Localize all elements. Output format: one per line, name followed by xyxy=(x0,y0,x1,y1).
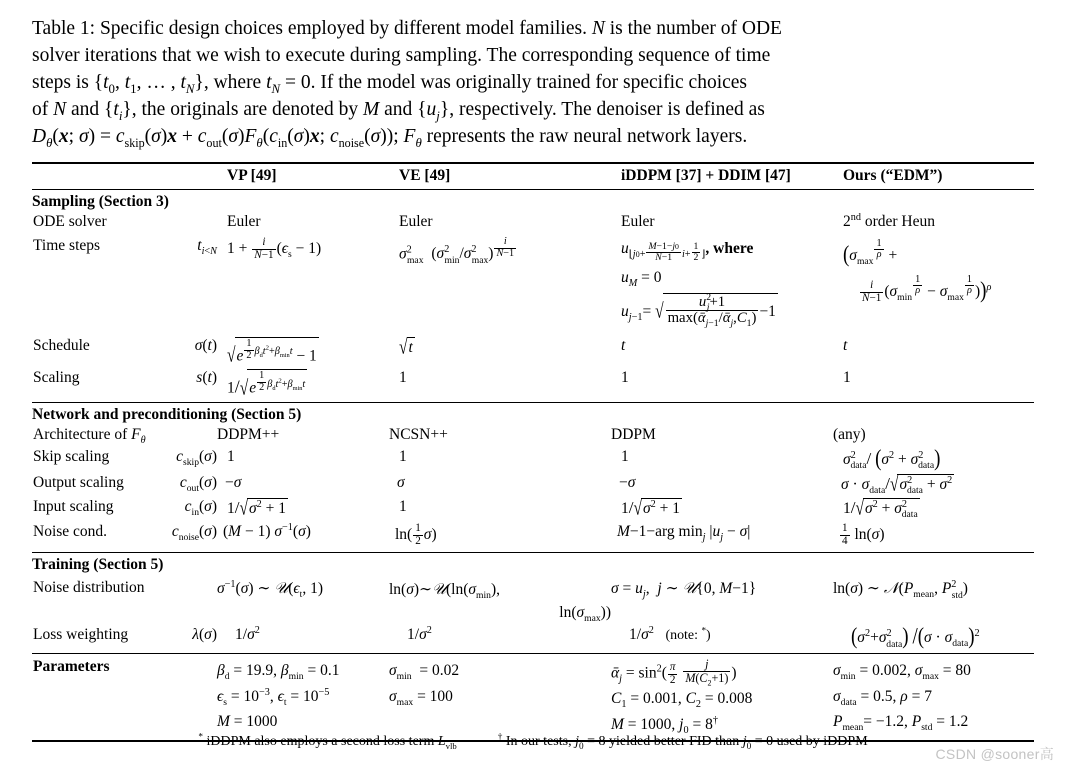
table-row-scaling xyxy=(32,366,1034,401)
row-label: Noise cond. xyxy=(33,522,108,540)
edm-timesteps-line1: ($\sigma_{max}$ $^{\frac{1}{\rho}}$ + xyxy=(843,237,898,268)
row-label: Loss weighting xyxy=(33,626,129,644)
table-footnotes xyxy=(32,731,1034,751)
cell-edm: $\sigma \cdot \sigma_{data}/√\sigma^2_{data} + \sigma^2$ xyxy=(841,472,953,496)
column-header-edm: Ours (“EDM”) xyxy=(843,167,943,184)
vp-param-3: M = 1000 xyxy=(217,712,278,730)
cell-edm: 1 xyxy=(843,369,851,387)
cell-edm: $\frac{1}{4}$ ln(σ) xyxy=(842,521,885,547)
cell-vp: √e $^{\frac{1}{2} \beta_dt^2+\beta_{min}t}$ − 1 xyxy=(227,338,317,368)
edm-param-2: $\sigma_{data} = 0.5$, ρ = 7 xyxy=(833,687,932,708)
cell-ve: √t xyxy=(399,335,413,359)
cell-edm: ln(σ) ∼ $𝒩(P_{mean}$, $P^2_{std}$) xyxy=(833,579,968,601)
cell-ve xyxy=(389,579,611,624)
footnote-star: * iDDPM also employs a second loss term $L_{vlb}$ xyxy=(198,731,457,751)
cell-ve: 1 xyxy=(399,369,407,387)
cell-iddpm xyxy=(621,237,843,330)
table-row-noise-cond xyxy=(32,519,1034,553)
ve-noise-dist-line2: $\ln(\sigma_{max})$) xyxy=(559,603,611,625)
section-title-network xyxy=(32,403,1034,425)
cell-vp: 1 + $\frac{i}{N-1}$ $(\epsilon_s - 1)$ xyxy=(227,236,322,261)
iddpm-param-1: ᾱ$_j$ = $\sin^2$( $\frac{\pi}{2}$ $\frac{j}{M(C_2+1)}$ ) xyxy=(611,657,737,688)
vp-param-1: $\beta_d = 19.9$, $\beta_{min} = 0.1$ xyxy=(217,662,340,683)
row-symbol: $c_{in}(\sigma)$ xyxy=(184,497,217,518)
edm-timesteps-line2: $\frac{i}{N-1}$ ($\sigma_{min}$ $^{\frac{1}{\rho}}$ − $\sigma_{max}$ $^{\frac{1}{\rho}}$ ))$^\rho$ xyxy=(862,273,992,304)
cell-ve: σ xyxy=(397,473,405,491)
cell-vp: Euler xyxy=(227,213,261,230)
row-symbol: $c_{skip}(\sigma)$ xyxy=(176,447,217,468)
table-row-time-steps xyxy=(32,232,1034,333)
table-row-architecture xyxy=(32,425,1034,445)
column-header-vp: VP [49] xyxy=(227,167,277,184)
cell-iddpm: M−1−arg $\min_j |u_j - \sigma|$ xyxy=(617,522,751,543)
cell-vp: $1/√\sigma^2 + 1$ xyxy=(227,496,287,520)
cell-iddpm: t xyxy=(621,337,626,354)
cell-iddpm: −σ xyxy=(619,473,636,491)
row-symbol: $t_{i<N}$ xyxy=(197,237,217,258)
section-title-sampling xyxy=(32,190,1034,212)
cell-ve: ln( $\frac{1}{2}$ σ) xyxy=(395,521,437,547)
cell-ve: $1/\sigma^2$ xyxy=(407,625,432,644)
cell-edm: $1/√\sigma^2 + \sigma^2_{data}$ xyxy=(843,496,918,520)
cell-vp: −σ xyxy=(225,473,242,491)
iddpm-timesteps-recurrence: $u_{j-1}=$ √ $\frac{u^2_j+1}{\max(ᾱ_{j-1}/ᾱ_j,C_1)}$ −1 xyxy=(621,291,776,330)
row-label: Output scaling xyxy=(33,473,124,491)
cell-ve xyxy=(389,658,611,708)
footnote-dagger: † In our tests, $j_0 = 8$ yielded better FID than $j_0 = 0$ used by iDDPM xyxy=(497,731,868,751)
iddpm-timesteps-um: $u_M = 0$ xyxy=(621,268,662,289)
csdn-watermark: CSDN @sooner高 xyxy=(935,746,1054,762)
row-label: Skip scaling xyxy=(33,447,110,465)
row-symbol: $c_{noise}(\sigma)$ xyxy=(171,522,217,543)
caption-line-2: solver iterations that we wish to execute during sampling. The corresponding sequence of time xyxy=(32,44,771,66)
table-row-ode-solver xyxy=(32,212,1034,232)
cell-vp: $1/\sigma^2$ xyxy=(235,625,260,644)
ve-param-2: $\sigma_{max} = 100$ xyxy=(389,687,453,708)
cell-ve: $\sigma^2_{max}$ $(\sigma^2_{min}/\sigma^2_{max})$ $^{\frac{i}{N-1}}$ xyxy=(399,236,515,266)
cell-iddpm: 1 xyxy=(621,369,629,387)
iddpm-param-2: $C_1 = 0.001$, $C_2 = 0.008$ xyxy=(611,690,753,711)
cell-vp: (M − 1) $\sigma^{-1}(\sigma)$ xyxy=(223,521,311,540)
caption-line-4: of N and $\{t_i\}$, the originals are denoted by M and $\{u_j\}$, respectively. The denoiser is defined as xyxy=(32,98,765,123)
cell-ve: NCSN++ xyxy=(389,425,448,443)
section-title-network-text: Network and preconditioning (Section 5) xyxy=(32,405,302,423)
cell-vp: 1 xyxy=(227,447,235,465)
cell-iddpm: $1/\sigma^2$ (note: *) xyxy=(629,625,711,644)
cell-ve: 1 xyxy=(399,447,407,465)
design-choices-table xyxy=(32,162,1034,742)
row-label: Schedule xyxy=(33,337,90,354)
cell-ve: 1 xyxy=(399,497,407,515)
cell-edm: (any) xyxy=(833,425,866,443)
row-symbol: σ(t) xyxy=(194,337,217,354)
cell-iddpm: Euler xyxy=(621,213,655,230)
section-title-parameters: Parameters xyxy=(33,658,110,676)
row-label: ODE solver xyxy=(33,213,107,230)
cell-vp xyxy=(217,658,389,733)
table-header-row xyxy=(32,164,1034,189)
table-row-output-scaling xyxy=(32,471,1034,495)
edm-param-1: $\sigma_{min} = 0.002$, $\sigma_{max} = 80$ xyxy=(833,662,971,683)
vp-param-2: $\epsilon_s = 10^{-3}$, $\epsilon_t = 10^{-5}$ xyxy=(217,686,330,708)
row-symbol: $c_{out}(\sigma)$ xyxy=(179,473,217,494)
cell-iddpm xyxy=(611,658,833,736)
caption-line-5: $D_\theta(x$; $\sigma) = c_{skip}(\sigma)x + c_{out}(\sigma)F_\theta(c_{in}(\sigma)x$; $c_{noise}(\sigma)$); $F_\theta$ represents the raw neural network layers. xyxy=(32,125,748,150)
cell-edm xyxy=(843,237,1034,309)
column-header-iddpm: iDDPM [37] + DDIM [47] xyxy=(621,167,791,184)
cell-edm: $\sigma^2_{data}/$ $(\sigma^2 + \sigma^2_{data})$ xyxy=(843,445,941,472)
row-symbol: λ(σ) xyxy=(192,626,217,644)
caption-line-1: Table 1: Specific design choices employed by different model families. N is the number of ODE xyxy=(32,18,782,39)
section-title-sampling-text: Sampling (Section 3) xyxy=(32,193,169,210)
caption-line-3: steps is {$t_0$, $t_1$, … , $t_N$}, where $t_N = 0$. If the model was originally trained for specific choices xyxy=(32,71,748,96)
table-row-parameters xyxy=(32,654,1034,739)
section-title-training xyxy=(32,553,1034,575)
cell-iddpm: DDPM xyxy=(611,425,656,443)
cell-vp: $\sigma^{-1}(\sigma)$ ∼ $𝒰(\epsilon_t$, 1) xyxy=(217,579,323,601)
ve-noise-dist-line1: $\ln(\sigma)\sim 𝒰(\ln(\sigma_{min})$, xyxy=(389,581,501,602)
cell-edm: t xyxy=(843,337,848,354)
cell-vp: DDPM++ xyxy=(217,425,280,443)
row-label: Architecture of $F_\theta$ xyxy=(33,425,146,446)
column-header-ve: VE [49] xyxy=(399,167,451,184)
row-label: Noise distribution xyxy=(33,579,145,597)
cell-iddpm: $1/√\sigma^2 + 1$ xyxy=(621,496,681,520)
table-row-noise-distribution xyxy=(32,575,1034,624)
edm-param-3: $P_{mean}= -1.2$, $P_{std} = 1.2$ xyxy=(833,712,969,733)
table-row-input-scaling xyxy=(32,495,1034,519)
table-caption xyxy=(32,16,1034,151)
ve-param-1: $\sigma_{min} = 0.02$ xyxy=(389,662,460,683)
cell-ve: Euler xyxy=(399,213,433,230)
iddpm-timesteps-main: $u_{⌊j0+ \frac{M-1-j0}{N-1} i+ \frac{1}{2} ⌋}$, where xyxy=(621,240,754,264)
cell-edm xyxy=(833,658,1034,733)
iddpm-param-3: M = 1000, $j_0 = 8^\dagger$ xyxy=(611,714,718,736)
table-row-loss-weighting xyxy=(32,624,1034,653)
table-row-skip-scaling xyxy=(32,445,1034,471)
row-label: Time steps xyxy=(33,237,101,254)
row-symbol: s(t) xyxy=(196,369,217,387)
cell-edm: $(\sigma^2+\sigma^2_{data}) /(\sigma \cdot \sigma_{data})^2$ xyxy=(851,623,980,650)
cell-iddpm: $\sigma = u_j$, j ∼ 𝒰{0, M−1} xyxy=(611,580,757,601)
row-label: Input scaling xyxy=(33,497,114,515)
cell-iddpm: 1 xyxy=(621,447,629,465)
table-row-schedule xyxy=(32,333,1034,366)
row-label: Scaling xyxy=(33,369,80,387)
cell-vp: 1/√e $^{\frac{1}{2} \beta_dt^2+\beta_{min}t}$ xyxy=(227,370,306,400)
cell-edm: 2nd order Heun xyxy=(843,211,935,230)
section-title-training-text: Training (Section 5) xyxy=(32,556,164,574)
